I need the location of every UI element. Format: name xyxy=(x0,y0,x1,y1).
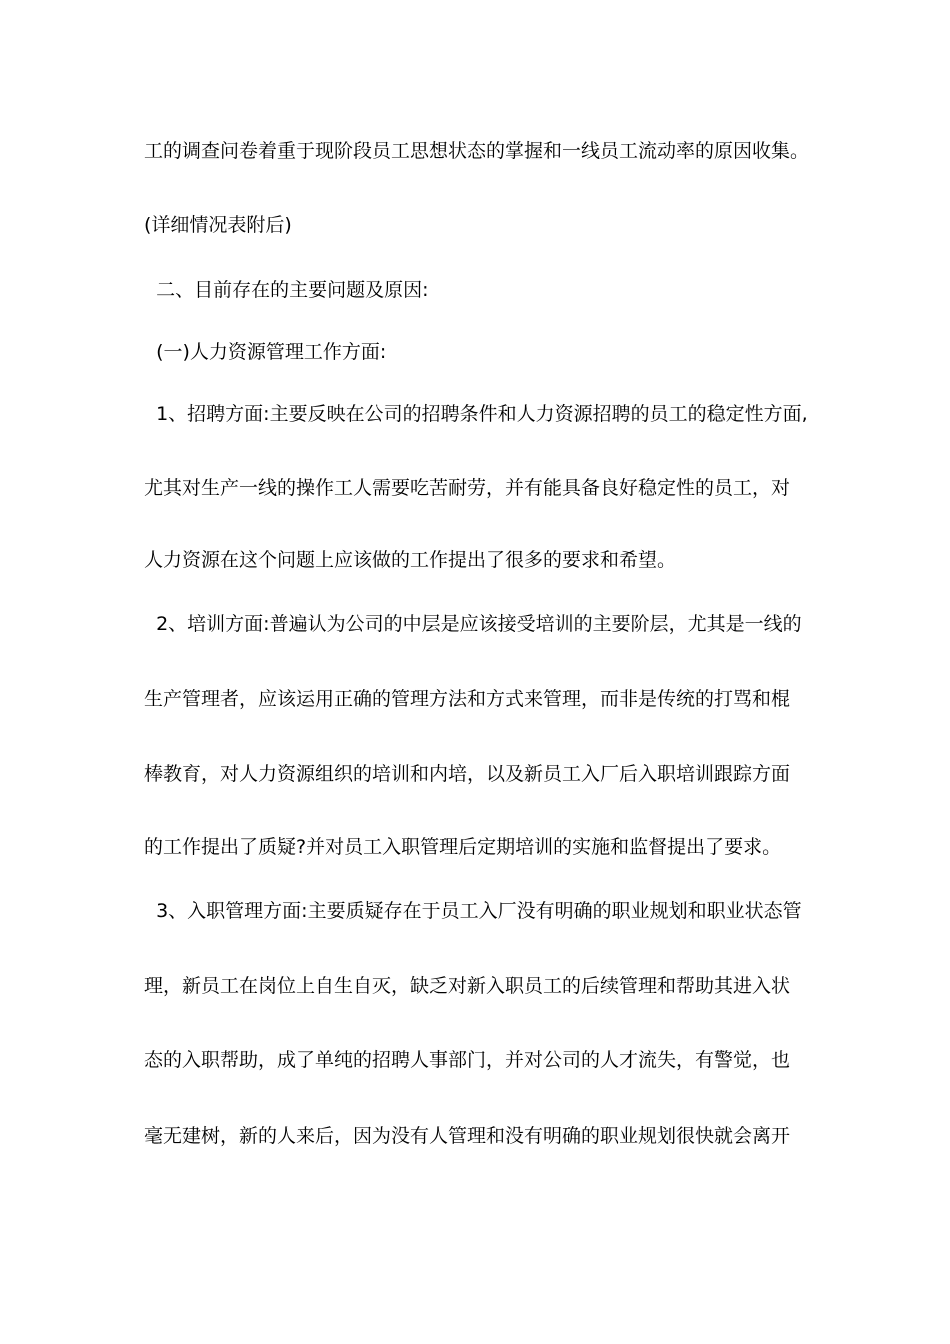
body-text-line: 的工作提出了质疑?并对员工入职管理后定期培训的实施和监督提出了要求。 xyxy=(144,836,782,858)
section-heading: 二、目前存在的主要问题及原因: xyxy=(144,279,429,301)
list-item-recruitment: 1、招聘方面:主要反映在公司的招聘条件和人力资源招聘的员工的稳定性方面, xyxy=(144,403,808,425)
body-text-line: 生产管理者，应该运用正确的管理方法和方式来管理，而非是传统的打骂和棍 xyxy=(144,688,791,710)
body-text-line: 态的入职帮助，成了单纯的招聘人事部门，并对公司的人才流失，有警觉，也 xyxy=(144,1049,791,1071)
body-text-line: 尤其对生产一线的操作工人需要吃苦耐劳，并有能具备良好稳定性的员工，对 xyxy=(144,477,791,499)
body-text-line: 毫无建树，新的人来后，因为没有人管理和没有明确的职业规划很快就会离开 xyxy=(144,1125,791,1147)
subsection-heading: (一)人力资源管理工作方面: xyxy=(144,341,387,363)
body-text-line: 棒教育，对人力资源组织的培训和内培，以及新员工入厂后入职培训跟踪方面 xyxy=(144,763,791,785)
note-line: (详细情况表附后) xyxy=(144,214,292,236)
body-text-line: 人力资源在这个问题上应该做的工作提出了很多的要求和希望。 xyxy=(144,549,677,571)
list-item-training: 2、培训方面:普遍认为公司的中层是应该接受培训的主要阶层，尤其是一线的 xyxy=(144,613,802,635)
body-text-line: 工的调查问卷着重于现阶段员工思想状态的掌握和一线员工流动率的原因收集。 xyxy=(144,140,810,162)
body-text-line: 理，新员工在岗位上自生自灭，缺乏对新入职员工的后续管理和帮助其进入状 xyxy=(144,975,791,997)
list-item-onboarding: 3、入职管理方面:主要质疑存在于员工入厂没有明确的职业规划和职业状态管 xyxy=(144,900,802,922)
